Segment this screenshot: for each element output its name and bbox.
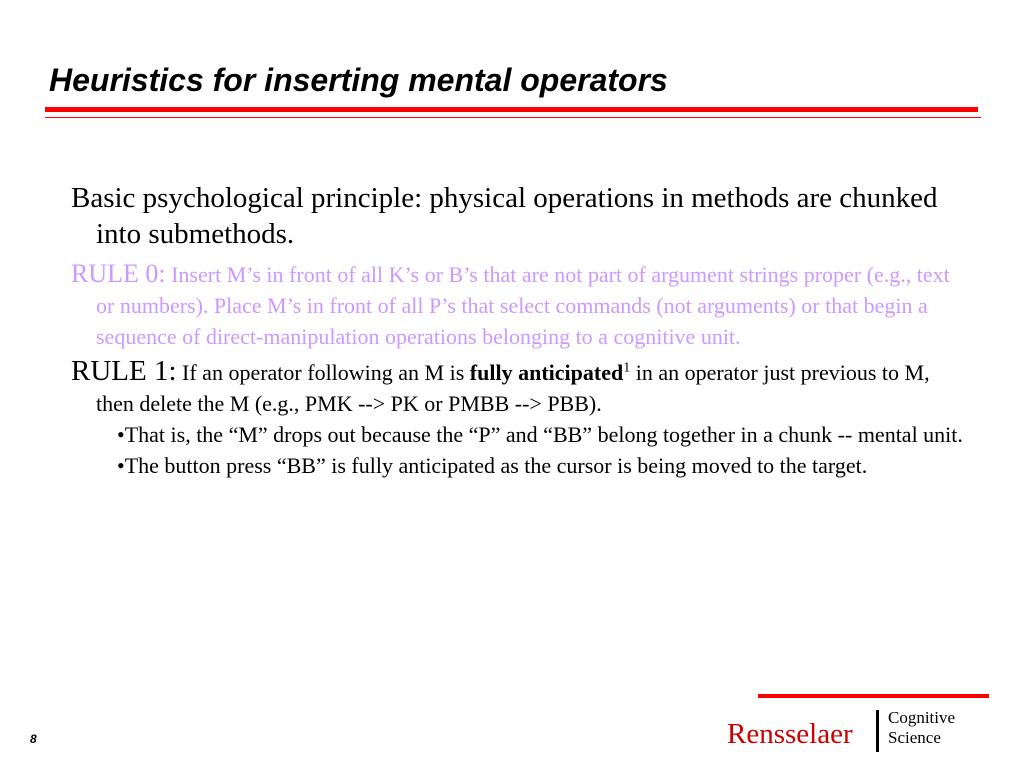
bullet-item: •The button press “BB” is fully anticipated as the cursor is being moved to the target. bbox=[117, 453, 868, 478]
page-number: 8 bbox=[30, 732, 37, 746]
principle-text: Basic psychological principle: physical operations in methods are chunked into submethods. bbox=[71, 182, 938, 250]
rule-1 bbox=[71, 356, 971, 419]
footer-logo-subtitle bbox=[888, 708, 955, 748]
footer-logo-rensselaer: Rensselaer bbox=[727, 718, 853, 750]
rule-1-label: RULE 1: bbox=[71, 355, 177, 387]
slide-title: Heuristics for inserting mental operators bbox=[49, 62, 668, 98]
footer-subtitle-line2: Science bbox=[888, 728, 941, 747]
slide-body bbox=[71, 180, 971, 481]
rule-1-footnote: 1 bbox=[623, 360, 631, 376]
bullet-item: •That is, the “M” drops out because the “P” and “BB” belong together in a chunk -- mental unit. bbox=[117, 422, 963, 447]
rule-1-text-after: in an operator just previous to M, then delete the M (e.g., PMK --> PK or PMBB --> PBB). bbox=[96, 360, 930, 416]
rule-0-text: Insert M’s in front of all K’s or B’s that are not part of argument strings proper (e.g., text or numbers). Place M’s in front of all P’s that select commands (not arguments) or that begin a sequence of direct-manipulation operations belonging to a cognitive unit. bbox=[96, 262, 950, 349]
rule-1-bold-term: fully anticipated bbox=[469, 360, 624, 385]
title-underline-thin bbox=[45, 117, 981, 118]
rule-1-text-before: If an operator following an M is bbox=[176, 360, 470, 385]
rule-0-label: RULE 0: bbox=[71, 259, 166, 288]
footer-subtitle-line1: Cognitive bbox=[888, 708, 956, 727]
footer-accent-line bbox=[758, 694, 989, 698]
title-underline-thick bbox=[45, 107, 978, 112]
rule-0 bbox=[71, 258, 971, 352]
footer-logo-divider bbox=[876, 710, 879, 752]
